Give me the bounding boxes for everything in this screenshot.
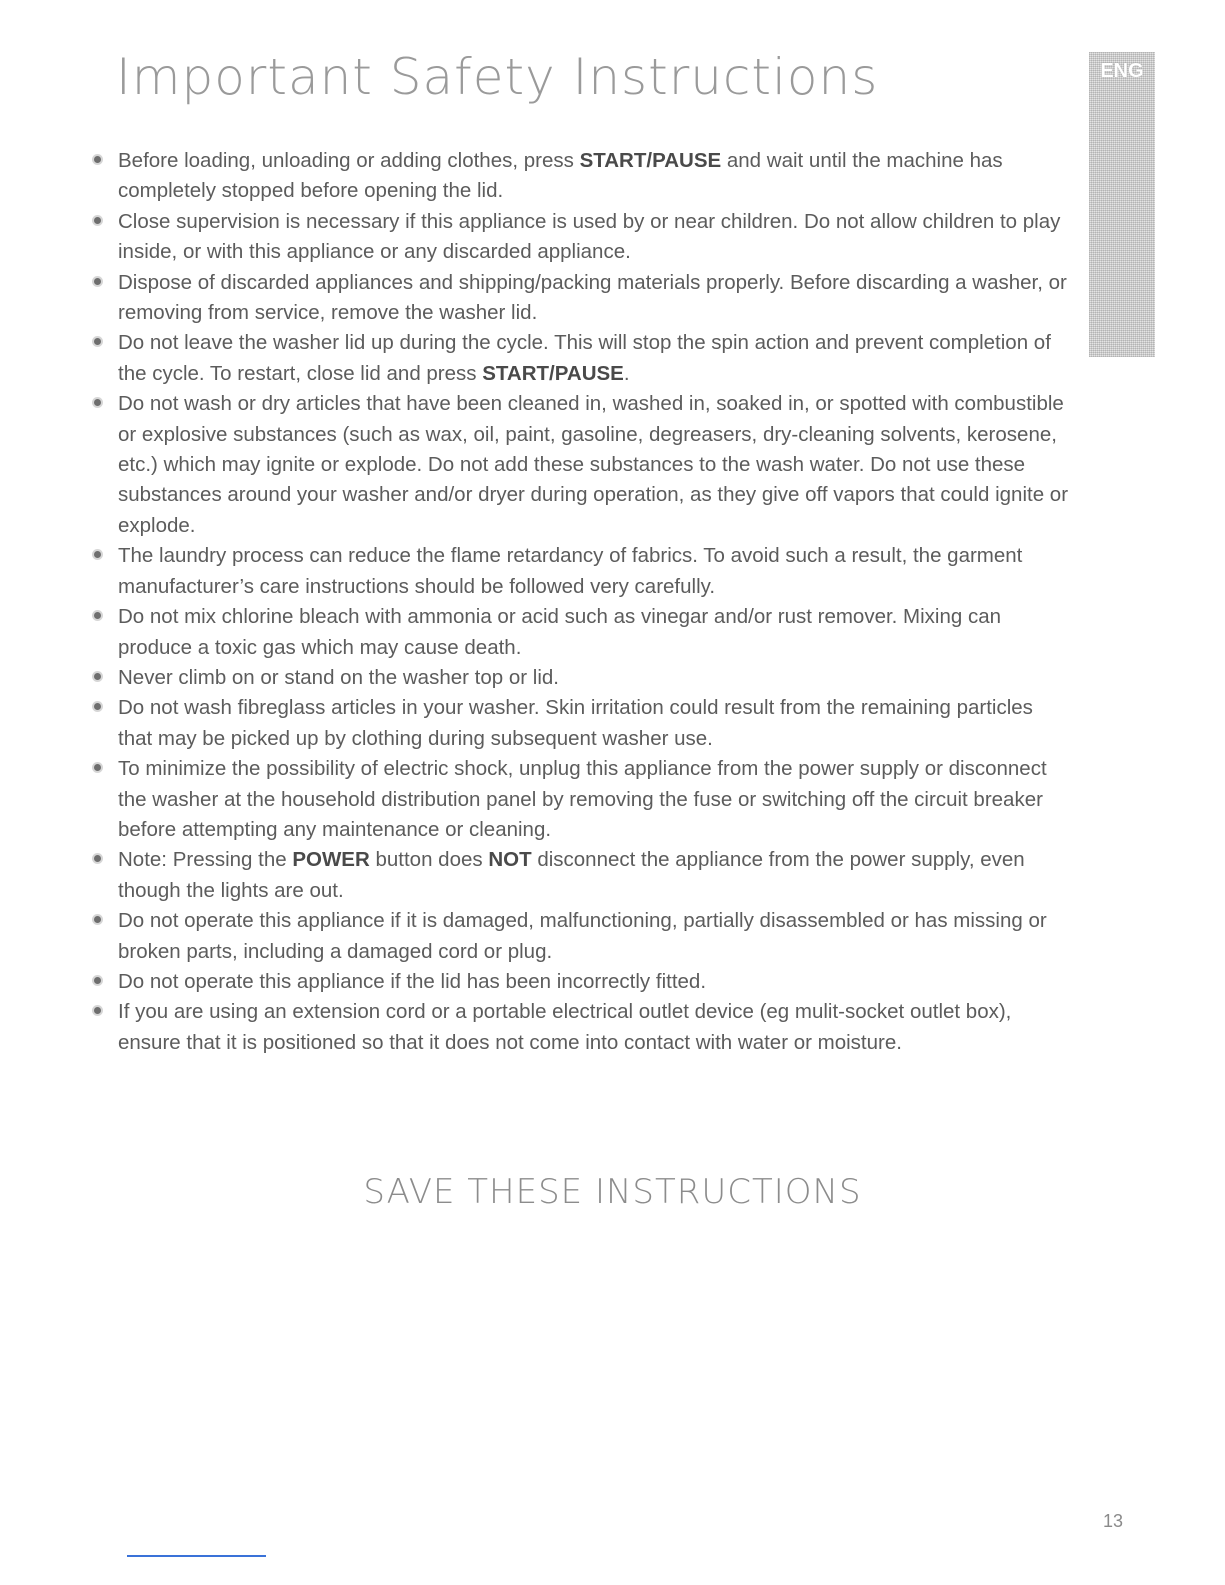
bullet-icon [94, 1007, 101, 1014]
list-item [92, 268, 1072, 329]
list-item [92, 146, 1072, 207]
bullet-icon [94, 916, 101, 923]
item-text: Close supervision is necessary if this appliance is used by or near children. Do not allow children to play inside, or with this appliance or any discarded appliance. [118, 209, 1061, 264]
list-item [92, 845, 1072, 906]
footer-rule [127, 1555, 266, 1557]
item-text: If you are using an extension cord or a portable electrical outlet device (eg mulit-socket outlet box), ensure that it is positioned so that it does not come into contact with water or moisture. [118, 1000, 1012, 1054]
save-instructions-heading: SAVE THESE INSTRUCTIONS [363, 1172, 862, 1212]
item-text: Do not operate this appliance if the lid has been incorrectly fitted. [118, 969, 707, 993]
bullet-icon [94, 399, 101, 406]
list-item [92, 602, 1072, 663]
safety-instructions-list [92, 146, 1072, 1058]
item-text: . [623, 361, 630, 385]
bullet-icon [94, 612, 101, 619]
item-text: Do not leave the washer lid up during the cycle. This will stop the spin action and prevent completion of the cycle. To restart, close lid and press [118, 331, 1051, 385]
item-text: Never climb on or stand on the washer top or lid. [118, 665, 559, 689]
bullet-icon [94, 703, 101, 710]
list-item [92, 693, 1072, 754]
item-text: Do not wash fibreglass articles in your washer. Skin irritation could result from the remaining particles that may be picked up by clothing during subsequent washer use. [118, 696, 1033, 750]
page-title: Important Safety Instructions [116, 48, 879, 106]
item-text: Dispose of discarded appliances and shipping/packing materials properly. Before discarding a washer, or removing from service, remove the washer lid. [118, 270, 1067, 325]
list-item [92, 663, 1072, 693]
bullet-icon [94, 156, 101, 163]
item-emphasis: POWER [292, 848, 370, 872]
item-text: Do not wash or dry articles that have been cleaned in, washed in, soaked in, or spotted with combustible or explosive substances (such as wax, oil, paint, gasoline, degreasers, dry-cleaning solvents, kerosene, etc.) which may ignite or explode. Do not add these substances to the wash water. Do not use these substances around your washer and/or dryer during operation, as they give off vapors that could ignite or explode. [118, 392, 1069, 537]
bullet-icon [94, 977, 101, 984]
bullet-icon [94, 551, 101, 558]
page-number: 13 [1103, 1511, 1124, 1531]
list-item [92, 906, 1072, 967]
list-item [92, 541, 1072, 602]
item-text: The laundry process can reduce the flame retardancy of fabrics. To avoid such a result, the garment manufacturer’s care instructions should be followed very carefully. [118, 544, 1023, 598]
list-item [92, 997, 1072, 1058]
item-text: Do not mix chlorine bleach with ammonia or acid such as vinegar and/or rust remover. Mixing can produce a toxic gas which may cause death. [118, 605, 1002, 659]
bullet-icon [94, 338, 101, 345]
bullet-icon [94, 278, 101, 285]
item-text: Before loading, unloading or adding clothes, press [118, 149, 580, 172]
item-emphasis: START/PAUSE [482, 361, 624, 385]
item-text: Do not operate this appliance if it is damaged, malfunctioning, partially disassembled or has missing or broken parts, including a damaged cord or plug. [118, 909, 1047, 963]
list-item [92, 207, 1072, 268]
item-text: button does [369, 848, 489, 872]
item-text: To minimize the possibility of electric shock, unplug this appliance from the power supply or disconnect the washer at the household distribution panel by removing the fuse or switching off the circuit breaker before attempting any maintenance or cleaning. [118, 757, 1047, 841]
item-text: and wait until the machine has completely stopped before opening the lid. [118, 149, 1003, 203]
bullet-icon [94, 673, 101, 680]
bullet-icon [94, 764, 101, 771]
list-item [92, 754, 1072, 845]
item-text: disconnect the appliance from the power supply, even though the lights are out. [118, 848, 1025, 902]
item-emphasis: NOT [488, 848, 532, 872]
item-text: Note: Pressing the [118, 848, 293, 872]
language-tab [1089, 52, 1155, 357]
list-item [92, 967, 1072, 997]
item-emphasis: START/PAUSE [579, 149, 722, 172]
language-tab-label: ENG [1100, 60, 1144, 82]
list-item [92, 328, 1072, 389]
bullet-icon [94, 217, 101, 224]
list-item [92, 389, 1072, 541]
bullet-icon [94, 855, 101, 862]
